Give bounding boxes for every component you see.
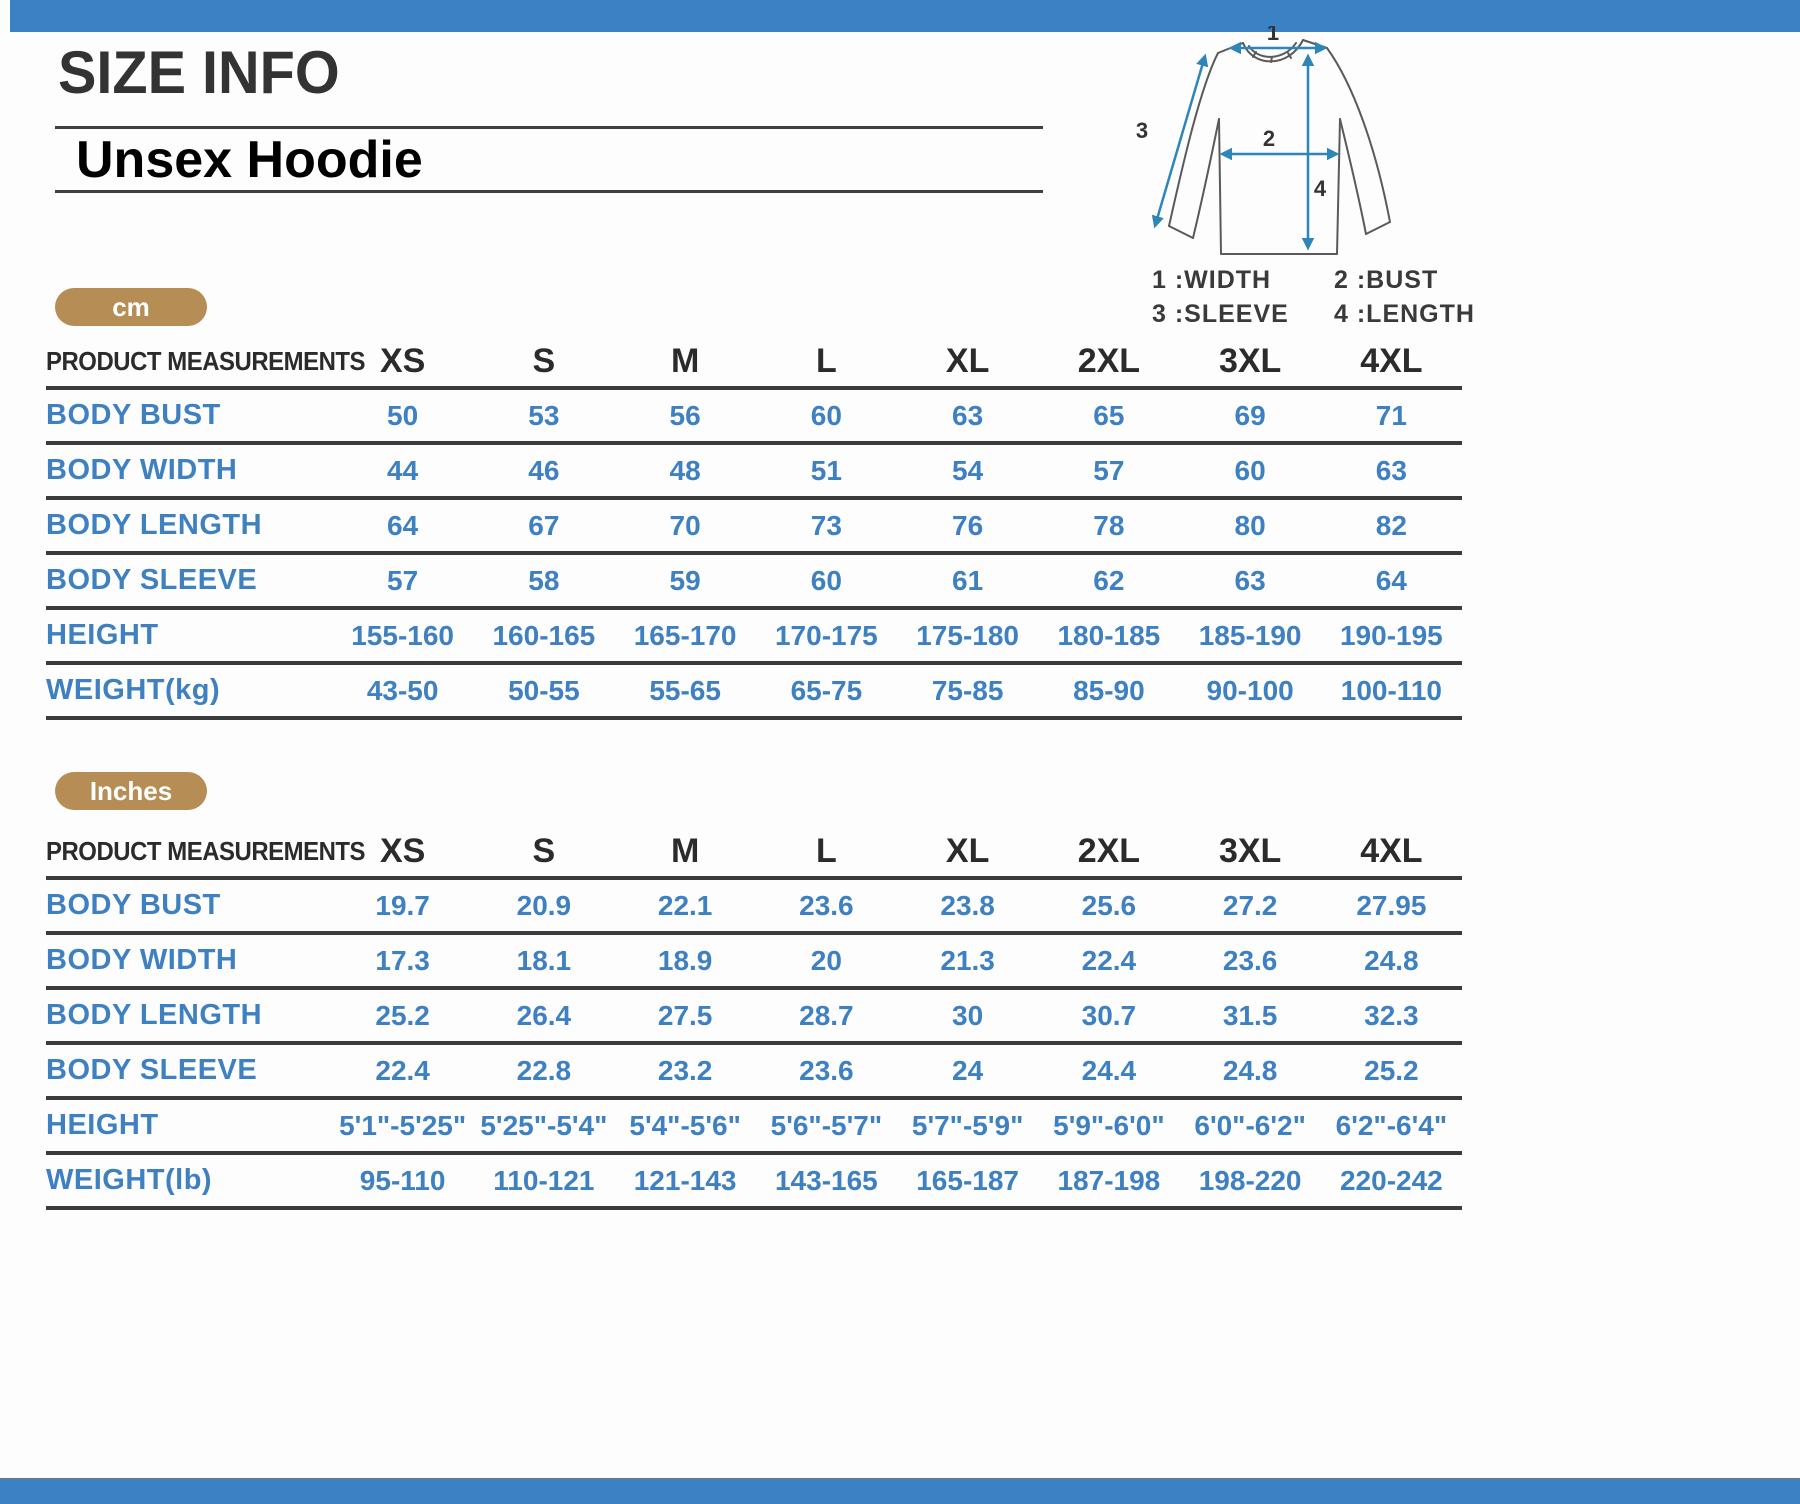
cell-value: 73 xyxy=(810,509,842,541)
top-accent-bar xyxy=(10,0,1800,32)
cell-value: 80 xyxy=(1234,509,1266,541)
cell-value: 25.2 xyxy=(375,999,430,1031)
sleeve-arrow xyxy=(1155,56,1205,226)
row-label: BODY BUST xyxy=(46,399,221,431)
inches-row-weight-lb xyxy=(46,1155,1462,1210)
cell-value: 165-187 xyxy=(916,1164,1019,1196)
row-label: BODY WIDTH xyxy=(46,454,238,486)
hoodie-measurement-diagram xyxy=(1112,26,1448,272)
inches-size-header-3xl: 3XL xyxy=(1218,831,1282,870)
cell-value: 19.7 xyxy=(375,889,430,921)
cell-value: 85-90 xyxy=(1073,674,1145,706)
cell-value: 56 xyxy=(669,399,701,431)
cell-value: 70 xyxy=(669,509,701,541)
cm-size-header-xs: XS xyxy=(379,341,426,380)
cell-value: 190-195 xyxy=(1339,619,1443,651)
cell-value: 63 xyxy=(1375,454,1407,486)
cell-value: 43-50 xyxy=(366,674,439,706)
cell-value: 17.3 xyxy=(375,944,430,976)
cell-value: 44 xyxy=(387,454,419,486)
cell-value: 28.7 xyxy=(799,999,854,1031)
cell-value: 5'25"-5'4" xyxy=(480,1109,608,1141)
cell-value: 180-185 xyxy=(1057,619,1161,651)
cell-value: 5'1"-5'25" xyxy=(339,1109,467,1141)
row-label: BODY SLEEVE xyxy=(46,564,258,596)
cell-value: 78 xyxy=(1093,509,1125,541)
cell-value: 31.5 xyxy=(1222,999,1278,1031)
inches-size-header-2xl: 2XL xyxy=(1077,831,1141,870)
inches-size-header-s: S xyxy=(532,831,556,870)
cell-value: 110-121 xyxy=(493,1164,595,1196)
cm-size-header-l: L xyxy=(815,341,837,380)
inches-size-header-4xl: 4XL xyxy=(1360,831,1423,870)
inches-row-body-sleeve xyxy=(46,1045,1462,1100)
cell-value: 143-165 xyxy=(774,1164,878,1196)
cell-value: 50-55 xyxy=(508,674,580,706)
cell-value: 22.1 xyxy=(657,889,713,921)
cm-row-body-length xyxy=(46,500,1462,555)
cm-size-header-2xl: 2XL xyxy=(1077,341,1141,380)
cell-value: 63 xyxy=(1234,564,1266,596)
cell-value: 165-170 xyxy=(633,619,737,651)
cell-value: 187-198 xyxy=(1057,1164,1161,1196)
cell-value: 65 xyxy=(1093,399,1125,431)
inches-size-header-m: M xyxy=(670,831,700,870)
cell-value: 30.7 xyxy=(1081,999,1137,1031)
cell-value: 26.4 xyxy=(516,999,572,1031)
cell-value: 5'4"-5'6" xyxy=(629,1109,741,1141)
diagram-legend xyxy=(1152,266,1475,329)
cell-value: 25.2 xyxy=(1364,1054,1419,1086)
row-label: BODY WIDTH xyxy=(46,944,238,976)
inches-row-body-width xyxy=(46,935,1462,990)
cm-size-header-m: M xyxy=(670,341,700,380)
cell-value: 5'6"-5'7" xyxy=(770,1109,883,1141)
row-label: HEIGHT xyxy=(46,619,159,651)
inches-row-body-bust xyxy=(46,880,1462,935)
cell-value: 69 xyxy=(1234,399,1266,431)
cell-value: 5'9"-6'0" xyxy=(1053,1109,1165,1141)
cell-value: 51 xyxy=(810,454,842,486)
cell-value: 76 xyxy=(952,509,984,541)
inches-row-height xyxy=(46,1100,1462,1155)
cell-value: 20 xyxy=(810,944,842,976)
inches-corner-label: PRODUCT MEASUREMENTS xyxy=(46,835,366,866)
cell-value: 160-165 xyxy=(492,619,596,651)
row-label: BODY LENGTH xyxy=(46,999,263,1031)
cell-value: 53 xyxy=(528,399,560,431)
cell-value: 21.3 xyxy=(940,944,995,976)
cm-size-header-4xl: 4XL xyxy=(1360,341,1423,380)
cell-value: 24.8 xyxy=(1222,1054,1278,1086)
cm-row-weight-kg xyxy=(46,665,1462,720)
cell-value: 24.8 xyxy=(1364,944,1419,976)
cell-value: 121-143 xyxy=(633,1164,737,1196)
cm-size-table xyxy=(46,336,1462,720)
cell-value: 27.95 xyxy=(1356,889,1427,921)
cell-value: 27.5 xyxy=(657,999,713,1031)
cell-value: 27.2 xyxy=(1222,889,1278,921)
inches-size-header-xs: XS xyxy=(379,831,426,870)
legend-bust: 2 :BUST xyxy=(1334,266,1439,294)
cell-value: 6'0"-6'2" xyxy=(1194,1109,1306,1141)
inches-size-table xyxy=(46,826,1462,1210)
cell-value: 67 xyxy=(528,509,560,541)
cell-value: 22.4 xyxy=(375,1054,430,1086)
cell-value: 59 xyxy=(669,564,701,596)
row-label: WEIGHT(kg) xyxy=(46,674,221,706)
cell-value: 48 xyxy=(669,454,701,486)
cell-value: 75-85 xyxy=(931,674,1004,706)
cm-size-header-3xl: 3XL xyxy=(1218,341,1282,380)
cell-value: 24.4 xyxy=(1081,1054,1137,1086)
cell-value: 71 xyxy=(1375,399,1407,431)
cm-header-row xyxy=(46,336,1462,390)
cell-value: 220-242 xyxy=(1339,1164,1443,1196)
cm-row-body-sleeve xyxy=(46,555,1462,610)
cell-value: 22.4 xyxy=(1081,944,1137,976)
product-name: Unsex Hoodie xyxy=(76,131,423,189)
cell-value: 60 xyxy=(810,564,842,596)
cm-size-header-xl: XL xyxy=(945,341,990,380)
marker-1-width: 1 xyxy=(1266,26,1280,45)
legend-width: 1 :WIDTH xyxy=(1152,266,1272,294)
cm-unit-badge: cm xyxy=(55,288,207,326)
cell-value: 50 xyxy=(387,399,419,431)
cell-value: 20.9 xyxy=(516,889,572,921)
inches-unit-badge: Inches xyxy=(55,772,207,810)
cell-value: 60 xyxy=(810,399,842,431)
row-label: BODY LENGTH xyxy=(46,509,263,541)
marker-3-sleeve: 3 xyxy=(1135,118,1149,143)
cell-value: 23.2 xyxy=(657,1054,713,1086)
cell-value: 57 xyxy=(387,564,419,596)
cell-value: 60 xyxy=(1234,454,1266,486)
cell-value: 58 xyxy=(528,564,560,596)
inches-header-row xyxy=(46,826,1462,880)
cell-value: 23.8 xyxy=(940,889,995,921)
product-name-divider-bottom xyxy=(55,190,1043,193)
marker-2-bust: 2 xyxy=(1262,126,1276,151)
cell-value: 24 xyxy=(952,1054,984,1086)
cell-value: 23.6 xyxy=(799,889,854,921)
cell-value: 23.6 xyxy=(1222,944,1278,976)
cell-value: 64 xyxy=(387,509,419,541)
legend-length: 4 :LENGTH xyxy=(1334,300,1475,328)
cell-value: 23.6 xyxy=(799,1054,854,1086)
cell-value: 22.8 xyxy=(516,1054,572,1086)
cm-size-header-s: S xyxy=(532,341,556,380)
cell-value: 170-175 xyxy=(774,619,878,651)
cell-value: 6'2"-6'4" xyxy=(1335,1109,1448,1141)
cell-value: 30 xyxy=(952,999,984,1031)
cell-value: 90-100 xyxy=(1206,674,1294,706)
cm-row-body-width xyxy=(46,445,1462,500)
cell-value: 64 xyxy=(1375,564,1407,596)
cell-value: 18.1 xyxy=(516,944,572,976)
row-label: BODY SLEEVE xyxy=(46,1054,258,1086)
marker-4-length: 4 xyxy=(1313,176,1327,201)
cm-row-height xyxy=(46,610,1462,665)
cell-value: 32.3 xyxy=(1364,999,1419,1031)
cell-value: 46 xyxy=(528,454,560,486)
inches-row-body-length xyxy=(46,990,1462,1045)
cell-value: 61 xyxy=(952,564,984,596)
cell-value: 5'7"-5'9" xyxy=(911,1109,1024,1141)
legend-sleeve: 3 :SLEEVE xyxy=(1152,300,1289,328)
cell-value: 175-180 xyxy=(916,619,1019,651)
row-label: WEIGHT(lb) xyxy=(46,1164,213,1196)
bottom-accent-bar xyxy=(0,1478,1800,1504)
cell-value: 18.9 xyxy=(657,944,713,976)
cell-value: 185-190 xyxy=(1198,619,1302,651)
cm-row-body-bust xyxy=(46,390,1462,445)
inches-size-header-xl: XL xyxy=(945,831,990,870)
cell-value: 155-160 xyxy=(351,619,454,651)
cell-value: 54 xyxy=(952,454,984,486)
product-name-divider-top xyxy=(55,126,1043,129)
hoodie-outline xyxy=(1169,40,1390,254)
page-title: SIZE INFO xyxy=(58,39,340,106)
row-label: BODY BUST xyxy=(46,889,221,921)
cell-value: 25.6 xyxy=(1081,889,1137,921)
cell-value: 65-75 xyxy=(790,674,863,706)
row-label: HEIGHT xyxy=(46,1109,159,1141)
cell-value: 100-110 xyxy=(1340,674,1442,706)
cell-value: 95-110 xyxy=(359,1164,446,1196)
cell-value: 82 xyxy=(1375,509,1407,541)
cm-corner-label: PRODUCT MEASUREMENTS xyxy=(46,345,366,376)
measurement-arrows xyxy=(1155,48,1337,248)
cell-value: 55-65 xyxy=(649,674,721,706)
inches-size-header-l: L xyxy=(815,831,837,870)
cell-value: 63 xyxy=(952,399,984,431)
cell-value: 57 xyxy=(1093,454,1125,486)
cell-value: 198-220 xyxy=(1198,1164,1302,1196)
cell-value: 62 xyxy=(1093,564,1125,596)
